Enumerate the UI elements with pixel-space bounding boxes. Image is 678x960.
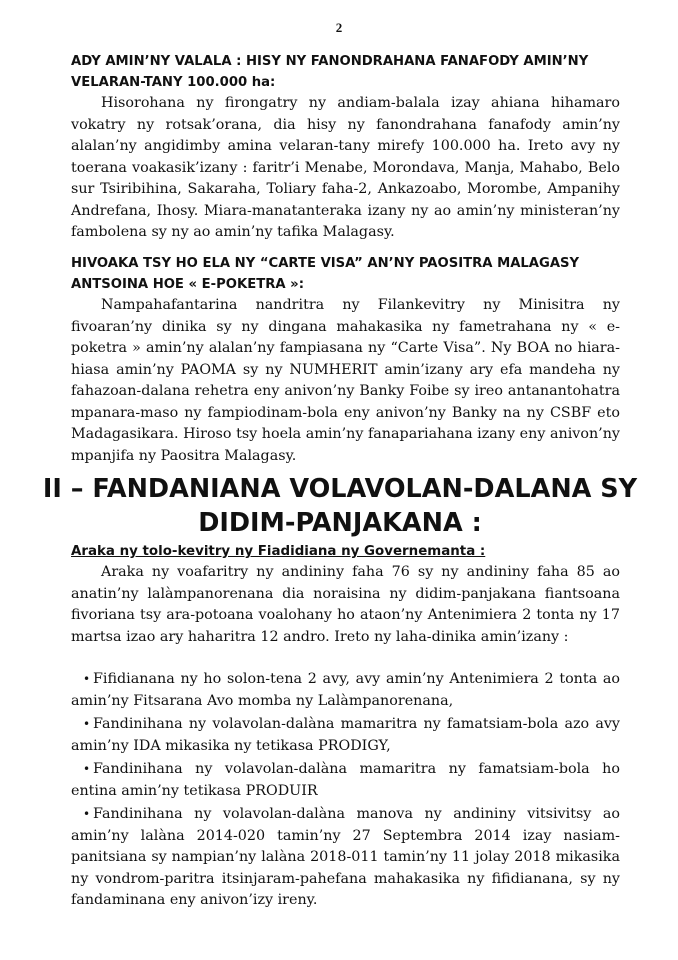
bullet-icon: •	[83, 717, 91, 731]
section-body	[71, 295, 620, 467]
list-item	[71, 669, 620, 712]
section-heading-line1: HIVOAKA TSY HO ELA NY “CARTE VISA” AN’NY PAOSITRA MALAGASY	[71, 256, 580, 271]
list-item-text: Fandinihana ny volavolan-dalàna mamaritra ny famatsiam-bola ho entina amin’ny tetikasa PRODUIR	[71, 761, 620, 799]
page-number: 2	[335, 20, 343, 35]
bullet-icon: •	[83, 762, 91, 776]
section-paragraph: Hisorohana ny firongatry ny andiam-balala izay ahiana hihamaro vokatry ny rotsak’orana, dia hisy ny fanondrahana fanafody amin’ny alalan’ny angidimby amina velaran-tany mirefy 100.000 ha. Ireto avy ny toerana voakasik’izany : faritr’i Menabe, Morondava, Manja, Mahabo, Belo sur Tsiribihina, Sakaraha, Toliary faha-2, Ankazoabo, Morombe, Ampanihy Andrefana, Ihosy. Miara-manatanteraka izany ny ao amin’ny ministeran’ny fambolena sy ny ao amin’ny tafika Malagasy.	[71, 95, 620, 240]
list-item-text: Fandinihana ny volavolan-dalàna manova ny andininy vitsivitsy ao amin’ny lalàna 2014-020 tamin’ny 27 Septembra 2014 izay nasiam-panitsiana sy nampian’ny lalàna 2018-011 tamin’ny 11 jolay 2018 mikasika ny vondrom-paritra itsinjaram-pahefana mahakasika ny fifidianana, sy ny fandaminana eny anivon’izy ireny.	[71, 806, 620, 908]
bullet-icon: •	[83, 807, 91, 821]
list-item-text: Fandinihana ny volavolan-dalàna mamaritra ny famatsiam-bola azo avy amin’ny IDA mikasika ny tetikasa PRODIGY,	[71, 716, 620, 754]
bullet-list	[71, 669, 620, 912]
section-heading-line2: VELARAN-TANY 100.000 ha:	[71, 75, 276, 90]
chapter-title-line1: II – FANDANIANA VOLAVOLAN-DALANA SY	[42, 474, 638, 504]
list-item	[71, 759, 620, 802]
section-paragraph: Nampahafantarina nandritra ny Filankevitry ny Minisitra ny fivoaran’ny dinika sy ny dingana mahakasika ny fametrahana ny « e-poketra » amin’ny alalan’ny fampiasana ny “Carte Visa”. Ny BOA no hiara-hiasa amin’ny PAOMA sy ny NUMHERIT amin’izany ary efa mandeha ny fahazoan-dalana rehetra eny anivon’ny Banky Foibe sy ireo antanantohatra mpanara-maso ny fampiodinam-bola eny anivon’ny Banky na ny CSBF eto Madagasikara. Hiroso tsy hoela amin’ny fanapariahana izany eny anivon’ny mpanjifa ny Paositra Malagasy.	[71, 297, 620, 464]
section-locust	[71, 51, 620, 244]
section-subheading: Araka ny tolo-kevitry ny Fiadidiana ny Governemanta :	[71, 544, 486, 559]
section-heading-line1: ADY AMIN’NY VALALA : HISY NY FANONDRAHANA FANAFODY AMIN’NY	[71, 54, 589, 69]
section-carte-visa	[71, 253, 620, 467]
section-body	[71, 93, 620, 244]
list-item	[71, 804, 620, 912]
bullet-icon: •	[83, 672, 91, 686]
section-bills	[71, 542, 620, 914]
section-intro: Araka ny voafaritry ny andininy faha 76 sy ny andininy faha 85 ao anatin’ny lalàmpanorenana dia noraisina ny didim-panjakana fiantsoana fivoriana tsy ara-potoana voalohany ho ataon’ny Antenimiera 2 tonta ny 17 martsa izao ary haharitra 12 andro. Ireto ny laha-dinika amin’izany :	[71, 564, 620, 645]
list-item	[71, 714, 620, 757]
chapter-title-line2: DIDIM-PANJAKANA :	[198, 508, 482, 538]
section-heading-line2: ANTSOINA HOE « E-POKETRA »:	[71, 277, 304, 292]
list-item-text: Fifidianana ny ho solon-tena 2 avy, avy amin’ny Antenimiera 2 tonta ao amin’ny Fitsarana Avo momba ny Lalàmpanorenana,	[71, 671, 620, 709]
section-body	[71, 562, 620, 912]
